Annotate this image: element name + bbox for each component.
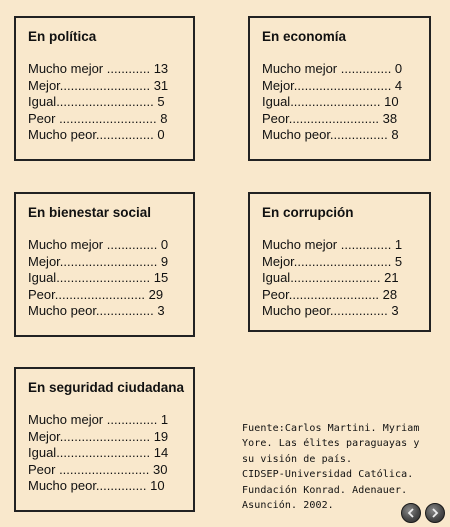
next-button[interactable]: [425, 503, 445, 523]
row-mucho-mejor: Mucho mejor .............. 0: [28, 237, 169, 252]
source-citation: [242, 421, 442, 513]
row-mucho-mejor: Mucho mejor .............. 1: [262, 237, 403, 252]
row-mejor: Mejor........................... 4: [262, 77, 403, 93]
row-mucho-peor: Mucho peor................ 3: [28, 303, 165, 319]
row-igual: Igual........................... 5: [28, 94, 165, 110]
row-mejor: Mejor........................... 9: [28, 253, 169, 269]
row-mejor: Mejor........................... 5: [262, 253, 403, 269]
source-line: Fundación Konrad. Adenauer.: [242, 484, 408, 496]
source-line: Yore. Las élites paraguayas y: [242, 438, 420, 450]
source-line: Asunción. 2002.: [242, 500, 334, 512]
survey-box-corrupcion: [248, 192, 431, 332]
row-mucho-mejor: Mucho mejor .............. 0: [262, 61, 403, 76]
box-title: En seguridad ciudadana: [28, 380, 185, 395]
left-arrow-icon: [406, 508, 416, 518]
row-mucho-peor: Mucho peor................ 8: [262, 127, 399, 143]
box-title: En bienestar social: [28, 205, 152, 220]
row-mucho-peor: Mucho peor.............. 10: [28, 478, 165, 494]
row-mucho-peor: Mucho peor................ 0: [28, 127, 165, 143]
survey-box-economia: [248, 16, 431, 161]
row-mejor: Mejor......................... 19: [28, 428, 169, 444]
survey-box-bienestar-social: [14, 192, 195, 337]
row-mucho-mejor: Mucho mejor .............. 1: [28, 412, 169, 427]
box-title: En corrupción: [262, 205, 354, 220]
survey-box-seguridad-ciudadana: [14, 367, 195, 512]
row-igual: Igual......................... 21: [262, 270, 399, 286]
previous-button[interactable]: [401, 503, 421, 523]
source-line: Fuente:Carlos Martini. Myriam: [242, 423, 420, 434]
box-title: En economía: [262, 29, 347, 44]
row-peor: Peor......................... 28: [262, 286, 398, 302]
row-peor: Peor......................... 38: [262, 110, 398, 126]
row-mucho-peor: Mucho peor................ 3: [262, 303, 399, 319]
row-igual: Igual.......................... 15: [28, 270, 169, 286]
row-igual: Igual.......................... 14: [28, 445, 169, 461]
row-mejor: Mejor......................... 31: [28, 77, 169, 93]
survey-box-politica: [14, 16, 195, 161]
source-line: CIDSEP-Universidad Católica.: [242, 469, 414, 481]
box-title: En política: [28, 29, 97, 44]
source-line: su visión de país.: [242, 453, 353, 465]
row-mucho-mejor: Mucho mejor ............ 13: [28, 61, 169, 76]
row-peor: Peor ......................... 30: [28, 461, 168, 477]
right-arrow-icon: [430, 508, 440, 518]
row-peor: Peor ........................... 8: [28, 110, 168, 126]
row-peor: Peor......................... 29: [28, 286, 164, 302]
row-igual: Igual......................... 10: [262, 94, 399, 110]
